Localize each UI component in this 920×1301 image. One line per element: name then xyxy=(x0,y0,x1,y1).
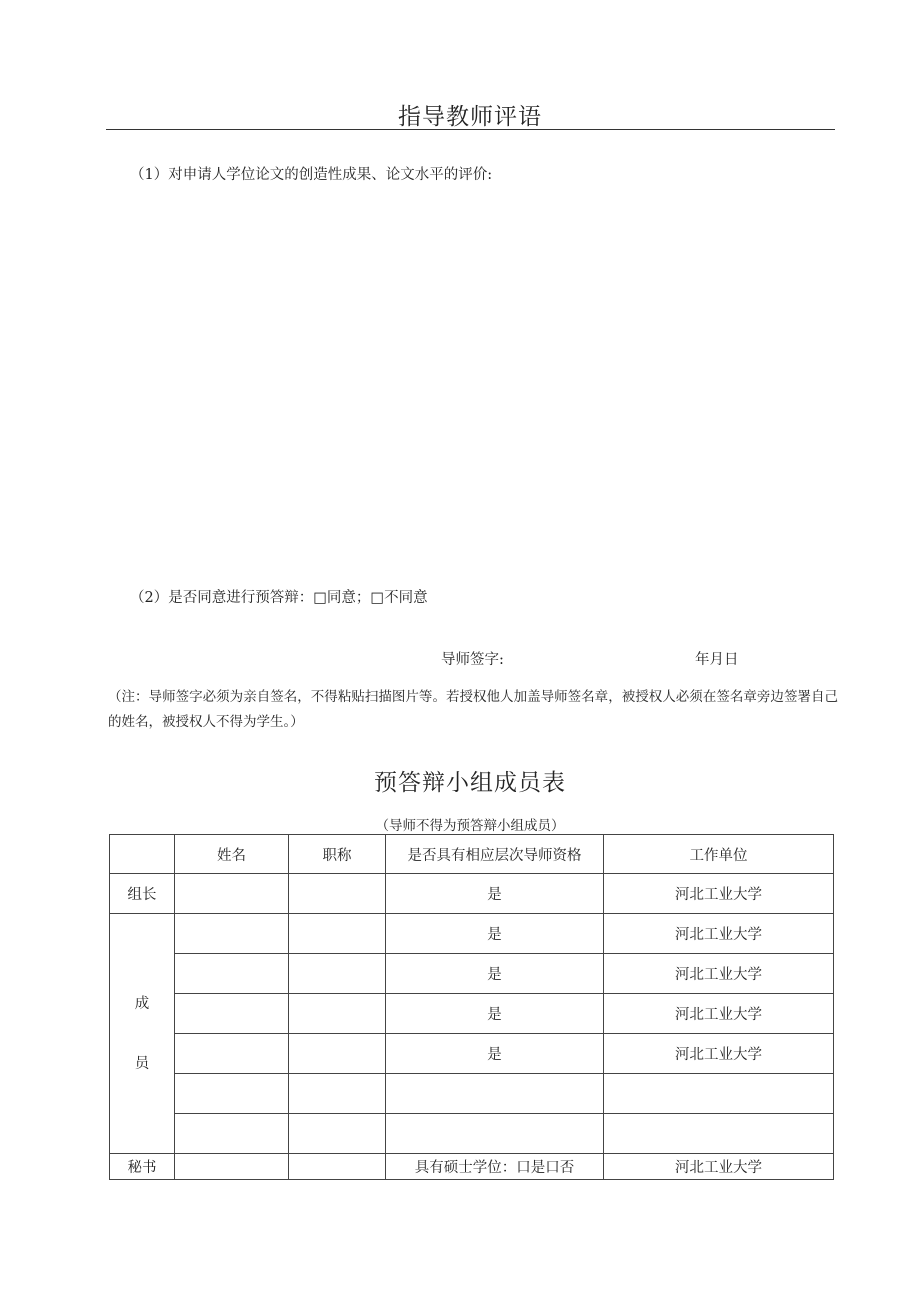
member-qualified-cell: 是 xyxy=(386,954,604,994)
member-rank-cell[interactable] xyxy=(289,1114,386,1154)
member-unit-cell: 河北工业大学 xyxy=(604,914,834,954)
table-row-secretary xyxy=(110,1154,834,1180)
leader-name-cell[interactable] xyxy=(175,874,289,914)
member-rank-cell[interactable] xyxy=(289,914,386,954)
member-unit-cell[interactable] xyxy=(604,1114,834,1154)
member-name-cell[interactable] xyxy=(175,1114,289,1154)
table-row-member xyxy=(110,1034,834,1074)
table-row-member xyxy=(110,914,834,954)
table-row-leader xyxy=(110,874,834,914)
leader-qualified-cell: 是 xyxy=(386,874,604,914)
committee-table xyxy=(109,834,834,1180)
table-row-member xyxy=(110,1114,834,1154)
page-title: 指导教师评语 xyxy=(398,104,542,130)
role-members-gap xyxy=(110,1014,174,1054)
leader-rank-cell[interactable] xyxy=(289,874,386,914)
header-work-unit: 工作单位 xyxy=(604,835,834,874)
secretary-unit-cell: 河北工业大学 xyxy=(604,1154,834,1180)
secretary-qualified-cell: 具有硕士学位：口是口否 xyxy=(386,1154,604,1180)
table-row-member xyxy=(110,994,834,1034)
member-rank-cell[interactable] xyxy=(289,954,386,994)
committee-subtitle: （导师不得为预答辩小组成员） xyxy=(375,818,565,834)
role-members-line2: 员 xyxy=(134,1055,150,1072)
member-unit-cell: 河北工业大学 xyxy=(604,1034,834,1074)
member-unit-cell: 河北工业大学 xyxy=(604,994,834,1034)
header-role xyxy=(110,835,175,874)
member-name-cell[interactable] xyxy=(175,914,289,954)
title-underline xyxy=(106,129,835,130)
role-secretary: 秘书 xyxy=(110,1154,175,1180)
member-qualified-cell: 是 xyxy=(386,914,604,954)
member-rank-cell[interactable] xyxy=(289,1034,386,1074)
secretary-rank-cell[interactable] xyxy=(289,1154,386,1180)
table-header-row xyxy=(110,835,834,874)
member-unit-cell: 河北工业大学 xyxy=(604,954,834,994)
question-agree-predefense: （2）是否同意进行预答辩：□同意；□不同意 xyxy=(130,590,428,606)
advisor-signature-label: 导师签字: xyxy=(441,652,504,668)
member-qualified-cell[interactable] xyxy=(386,1114,604,1154)
role-leader: 组长 xyxy=(110,874,175,914)
member-name-cell[interactable] xyxy=(175,954,289,994)
table-row-member xyxy=(110,954,834,994)
header-title-rank: 职称 xyxy=(289,835,386,874)
member-qualified-cell: 是 xyxy=(386,1034,604,1074)
leader-unit-cell: 河北工业大学 xyxy=(604,874,834,914)
member-name-cell[interactable] xyxy=(175,994,289,1034)
member-rank-cell[interactable] xyxy=(289,994,386,1034)
member-unit-cell[interactable] xyxy=(604,1074,834,1114)
member-qualified-cell: 是 xyxy=(386,994,604,1034)
member-name-cell[interactable] xyxy=(175,1034,289,1074)
member-name-cell[interactable] xyxy=(175,1074,289,1114)
date-label: 年月日 xyxy=(695,652,739,668)
role-members-line1: 成 xyxy=(134,995,150,1012)
signature-note: （注：导师签字必须为亲自签名，不得粘贴扫描图片等。若授权他人加盖导师签名章，被授权人必须在签名章旁边签署自己的姓名，被授权人不得为学生。） xyxy=(108,689,838,730)
header-qualification: 是否具有相应层次导师资格 xyxy=(386,835,604,874)
role-members xyxy=(110,914,175,1154)
committee-title: 预答辩小组成员表 xyxy=(374,770,566,796)
member-rank-cell[interactable] xyxy=(289,1074,386,1114)
secretary-name-cell[interactable] xyxy=(175,1154,289,1180)
member-qualified-cell[interactable] xyxy=(386,1074,604,1114)
question-evaluation: （1）对申请人学位论文的创造性成果、论文水平的评价: xyxy=(130,167,493,183)
table-row-member xyxy=(110,1074,834,1114)
header-name: 姓名 xyxy=(175,835,289,874)
